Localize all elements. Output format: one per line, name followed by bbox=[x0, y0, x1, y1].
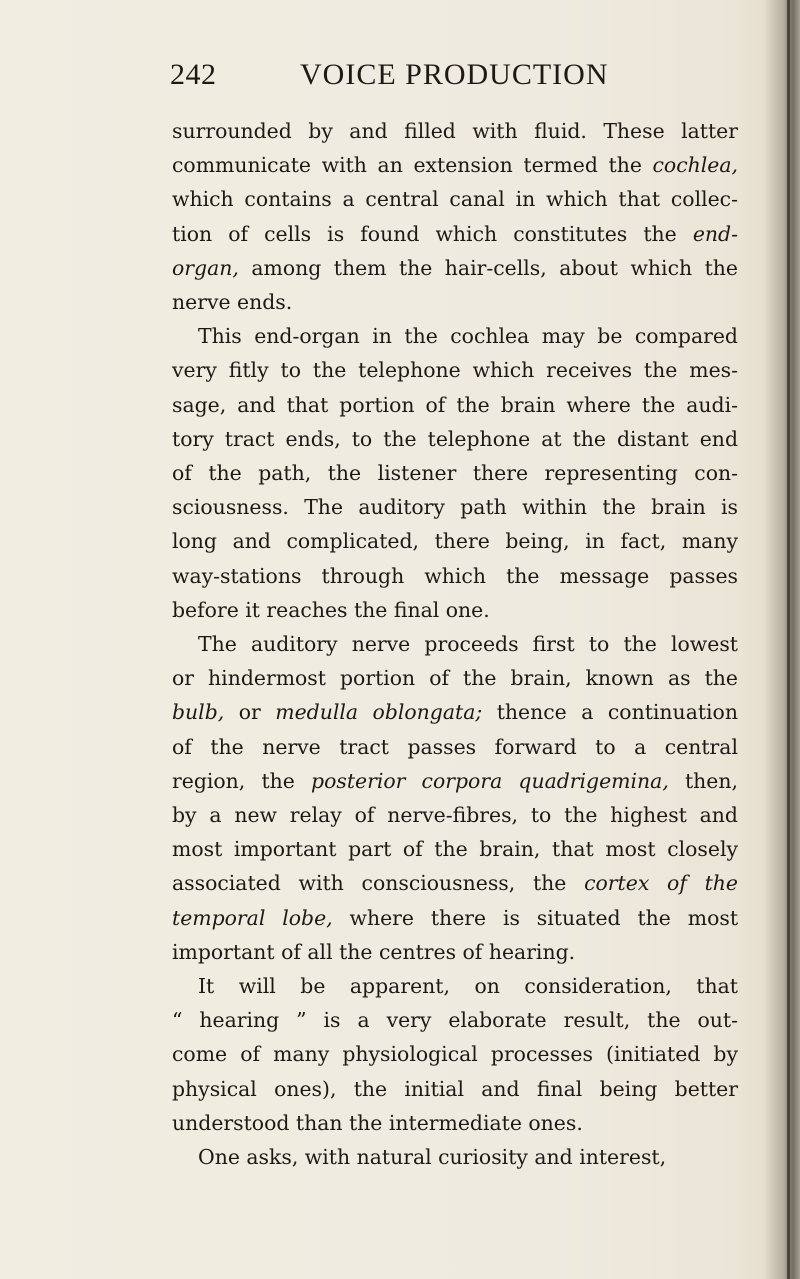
paragraph bbox=[172, 969, 738, 1140]
text-line bbox=[172, 148, 738, 182]
text-run: long and complicated, there being, in fact, many bbox=[172, 529, 738, 554]
paragraph bbox=[172, 1140, 738, 1174]
text-run: among them the hair-cells, about which the bbox=[238, 255, 738, 280]
text-run: sage, and that portion of the brain where the audi- bbox=[172, 392, 738, 417]
text-line bbox=[172, 1003, 738, 1037]
running-head: VOICE PRODUCTION bbox=[300, 58, 609, 91]
text-line bbox=[172, 353, 738, 387]
page-number: 242 bbox=[170, 58, 217, 91]
italic-term: posterior corpora quadrigemina, bbox=[311, 768, 669, 793]
italic-term: temporal lobe, bbox=[172, 905, 333, 930]
text-line bbox=[172, 559, 738, 593]
text-run: of the path, the listener there representing con- bbox=[172, 461, 738, 486]
text-line bbox=[172, 319, 738, 353]
paragraph bbox=[172, 627, 738, 969]
text-line bbox=[172, 627, 738, 661]
text-run: most important part of the brain, that most closely bbox=[172, 837, 738, 862]
text-run: surrounded by and filled with fluid. These latter bbox=[172, 119, 738, 143]
text-run: thence a continuation bbox=[482, 700, 738, 725]
text-run: by a new relay of nerve-fibres, to the highest and bbox=[172, 803, 738, 828]
text-line bbox=[172, 490, 738, 524]
text-run: The auditory nerve proceeds first to the lowest bbox=[198, 632, 738, 657]
text-line bbox=[172, 730, 738, 764]
italic-term: bulb, bbox=[172, 700, 225, 725]
text-line bbox=[172, 217, 738, 251]
text-line bbox=[172, 935, 738, 969]
italic-term: cortex of the bbox=[584, 871, 738, 896]
text-run: of the nerve tract passes forward to a central bbox=[172, 734, 738, 759]
text-run: understood than the intermediate ones. bbox=[172, 1110, 583, 1135]
text-run: physical ones), the initial and final being better bbox=[172, 1076, 738, 1101]
text-line bbox=[172, 524, 738, 558]
text-run: or hindermost portion of the brain, known as the bbox=[172, 666, 738, 691]
text-run: “ hearing ” is a very elaborate result, the out- bbox=[172, 1008, 738, 1033]
text-run: where there is situated the most bbox=[332, 905, 739, 930]
text-line bbox=[172, 1106, 738, 1140]
text-run: or bbox=[224, 700, 276, 725]
body-text bbox=[172, 114, 738, 1174]
paragraph bbox=[172, 114, 738, 319]
text-line bbox=[172, 1140, 738, 1174]
text-line bbox=[172, 695, 738, 729]
text-line bbox=[172, 285, 738, 319]
italic-term: end- bbox=[692, 221, 738, 246]
text-run: way-stations through which the message passes bbox=[172, 563, 738, 588]
text-line bbox=[172, 422, 738, 456]
text-line bbox=[172, 251, 738, 285]
text-line bbox=[172, 456, 738, 490]
text-run: One asks, with natural curiosity and interest, bbox=[198, 1145, 667, 1170]
text-line bbox=[172, 661, 738, 695]
text-run: sciousness. The auditory path within the brain is bbox=[172, 495, 738, 520]
text-line bbox=[172, 1072, 738, 1106]
text-line bbox=[172, 969, 738, 1003]
text-run: before it reaches the final one. bbox=[172, 597, 490, 622]
italic-term: organ, bbox=[172, 255, 239, 280]
text-run: which contains a central canal in which that collec- bbox=[172, 187, 738, 212]
text-run: come of many physiological processes (initiated by bbox=[172, 1042, 738, 1067]
text-line bbox=[172, 832, 738, 866]
page-binding-edge bbox=[764, 0, 800, 1279]
text-run: important of all the centres of hearing. bbox=[172, 939, 576, 964]
text-line bbox=[172, 593, 738, 627]
page-header bbox=[170, 58, 770, 98]
text-run: tion of cells is found which constitutes the bbox=[172, 221, 693, 246]
page-edge-shadow bbox=[787, 0, 790, 1279]
text-line bbox=[172, 798, 738, 832]
text-run: It will be apparent, on consideration, that bbox=[198, 974, 738, 999]
text-line bbox=[172, 1037, 738, 1071]
text-run: associated with consciousness, the bbox=[172, 871, 585, 896]
italic-term: cochlea, bbox=[652, 153, 738, 178]
paragraph bbox=[172, 319, 738, 627]
text-run: very fitly to the telephone which receives the mes- bbox=[172, 358, 738, 383]
text-run: This end-organ in the cochlea may be compared bbox=[198, 324, 738, 349]
text-run: then, bbox=[668, 768, 738, 793]
text-run: nerve ends. bbox=[172, 290, 293, 315]
text-run: communicate with an extension termed the bbox=[172, 153, 653, 178]
text-line bbox=[172, 901, 738, 935]
text-line bbox=[172, 764, 738, 798]
text-line bbox=[172, 388, 738, 422]
text-line bbox=[172, 114, 738, 148]
text-run: region, the bbox=[172, 768, 312, 793]
text-line bbox=[172, 182, 738, 216]
text-line bbox=[172, 866, 738, 900]
italic-term: medulla oblongata; bbox=[275, 700, 483, 725]
text-run: tory tract ends, to the telephone at the distant end bbox=[172, 426, 738, 451]
